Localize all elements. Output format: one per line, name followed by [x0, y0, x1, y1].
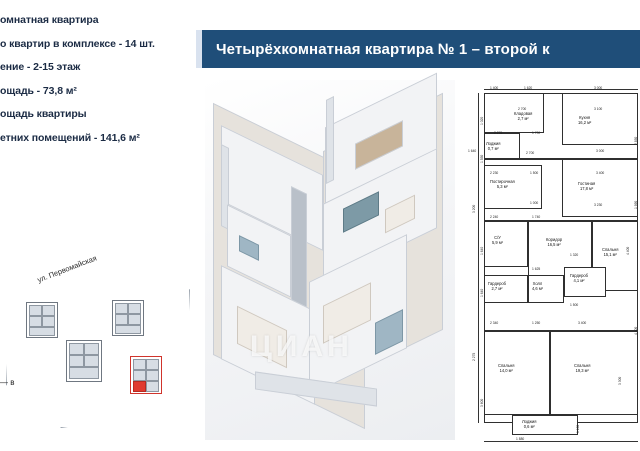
dim-v-4: 1 640	[480, 288, 484, 297]
dim-v-11: 3 300	[618, 376, 622, 385]
plan-label-bedroom-2: Спальня 19,3 м²	[574, 363, 591, 374]
plan-label-storage: Кладовая 2,7 м²	[514, 111, 533, 122]
dim-v-0: 1 020	[480, 116, 484, 125]
info-line-apartment-type: омнатная квартира	[0, 14, 99, 26]
plan-label-bedroom-right: Спальня 15,1 м²	[602, 247, 619, 258]
info-line-total-area-caption: ощадь квартиры	[0, 108, 87, 121]
street-label: ул. Первомайская	[36, 253, 98, 285]
plan-room-wc	[484, 221, 528, 267]
plan-label-balcony: Лоджия 0,6 м²	[522, 419, 537, 430]
dim-v-3: 1 640	[480, 246, 484, 255]
page-title: Четырёхкомнатная квартира № 1 – второй к	[216, 40, 550, 58]
dim-v-1: 1 550	[480, 154, 484, 163]
dim-v-7: 2 850	[634, 136, 638, 145]
info-line-area: ощадь - 73,8 м²	[0, 84, 77, 97]
plan-label-kitchen: Кухня 16,2 м²	[578, 115, 592, 126]
dim-v-9: 4 400	[626, 246, 630, 255]
dim-h-10: 2 230	[490, 171, 499, 175]
dim-h-14: 3 230	[594, 203, 603, 207]
dim-v-5: 2 275	[472, 352, 476, 361]
dim-h-4: 3 100	[594, 107, 603, 111]
title-bar	[196, 30, 640, 68]
dim-h-5: 2 276	[494, 131, 503, 135]
info-line-total-area-value: етних помещений - 141,6 м²	[0, 131, 140, 144]
dim-h-12: 3 400	[596, 171, 605, 175]
site-building-3	[66, 340, 102, 382]
site-building-1	[26, 302, 58, 338]
dim-h-1: 1 620	[524, 86, 533, 90]
dim-v-8: 1 990	[634, 200, 638, 209]
plan-label-bedroom-1: Спальня 14,0 м²	[498, 363, 515, 374]
site-building-4-selected[interactable]	[130, 356, 162, 394]
dim-h-20: 2 340	[490, 321, 499, 325]
plan-label-loggia-top: Лоджия 0,7 м²	[486, 141, 501, 152]
dim-h-7: 1 640	[468, 149, 477, 153]
plan-room-kitchen	[562, 93, 638, 145]
dim-h-15: 2 240	[490, 215, 499, 219]
plan-room-bedroom-2	[550, 331, 638, 415]
dim-h-16: 1 740	[532, 215, 541, 219]
plan-label-laundry: Постирочная 5,3 м²	[490, 179, 515, 190]
dim-line-left	[478, 93, 479, 423]
dim-h-2: 3 000	[594, 86, 603, 90]
dim-v-2: 3 200	[472, 204, 476, 213]
dim-h-18: 1 625	[532, 267, 541, 271]
technical-floor-plan	[466, 85, 640, 445]
apartment-3d-render	[205, 80, 455, 440]
plan-label-hall: Холл 4,6 м²	[532, 281, 544, 292]
dim-h-9: 3 000	[596, 149, 605, 153]
plan-label-corridor: Коридор 16,5 м²	[546, 237, 563, 248]
info-line-floors: ение - 2-15 этаж	[0, 61, 81, 74]
plan-label-wardrobe-left: Гардероб 2,7 м²	[488, 281, 507, 292]
dim-h-6: 1 700	[532, 131, 541, 135]
render-wall-a	[326, 96, 334, 184]
dim-v-6: 3 600	[480, 398, 484, 407]
dim-v-10: 4 400	[634, 326, 638, 335]
dim-h-19: 1 500	[570, 303, 579, 307]
info-line-count: о квартир в комплексе - 14 шт.	[0, 37, 155, 50]
site-building-2	[112, 300, 144, 336]
dim-line-bottom	[484, 441, 638, 442]
plan-room-livingroom	[562, 159, 638, 217]
dim-v-12: 1 100	[576, 424, 580, 433]
plan-label-wc: С/У 5,9 м²	[492, 235, 504, 246]
dim-h-23: 1 880	[516, 437, 525, 441]
dim-h-13: 1 000	[530, 201, 539, 205]
dim-h-11: 1 500	[530, 171, 539, 175]
watermark: ЦИАН	[250, 330, 353, 363]
site-plan	[0, 253, 200, 446]
info-panel	[0, 14, 188, 156]
dim-h-0: 1 400	[490, 86, 499, 90]
plan-room-bedroom-1	[484, 331, 550, 415]
dim-h-21: 1 250	[532, 321, 541, 325]
dim-h-17: 1 320	[570, 253, 579, 257]
plan-label-wardrobe-right: Гардероб 4,1 м²	[570, 273, 589, 284]
plan-label-livingroom: Гостиная 17,8 м²	[578, 181, 596, 192]
dim-h-3: 2 700	[518, 107, 527, 111]
dim-h-22: 3 400	[578, 321, 587, 325]
site-direction-arrow: — в	[0, 378, 15, 387]
dim-h-8: 2 700	[526, 151, 535, 155]
dim-line-top	[484, 89, 638, 90]
